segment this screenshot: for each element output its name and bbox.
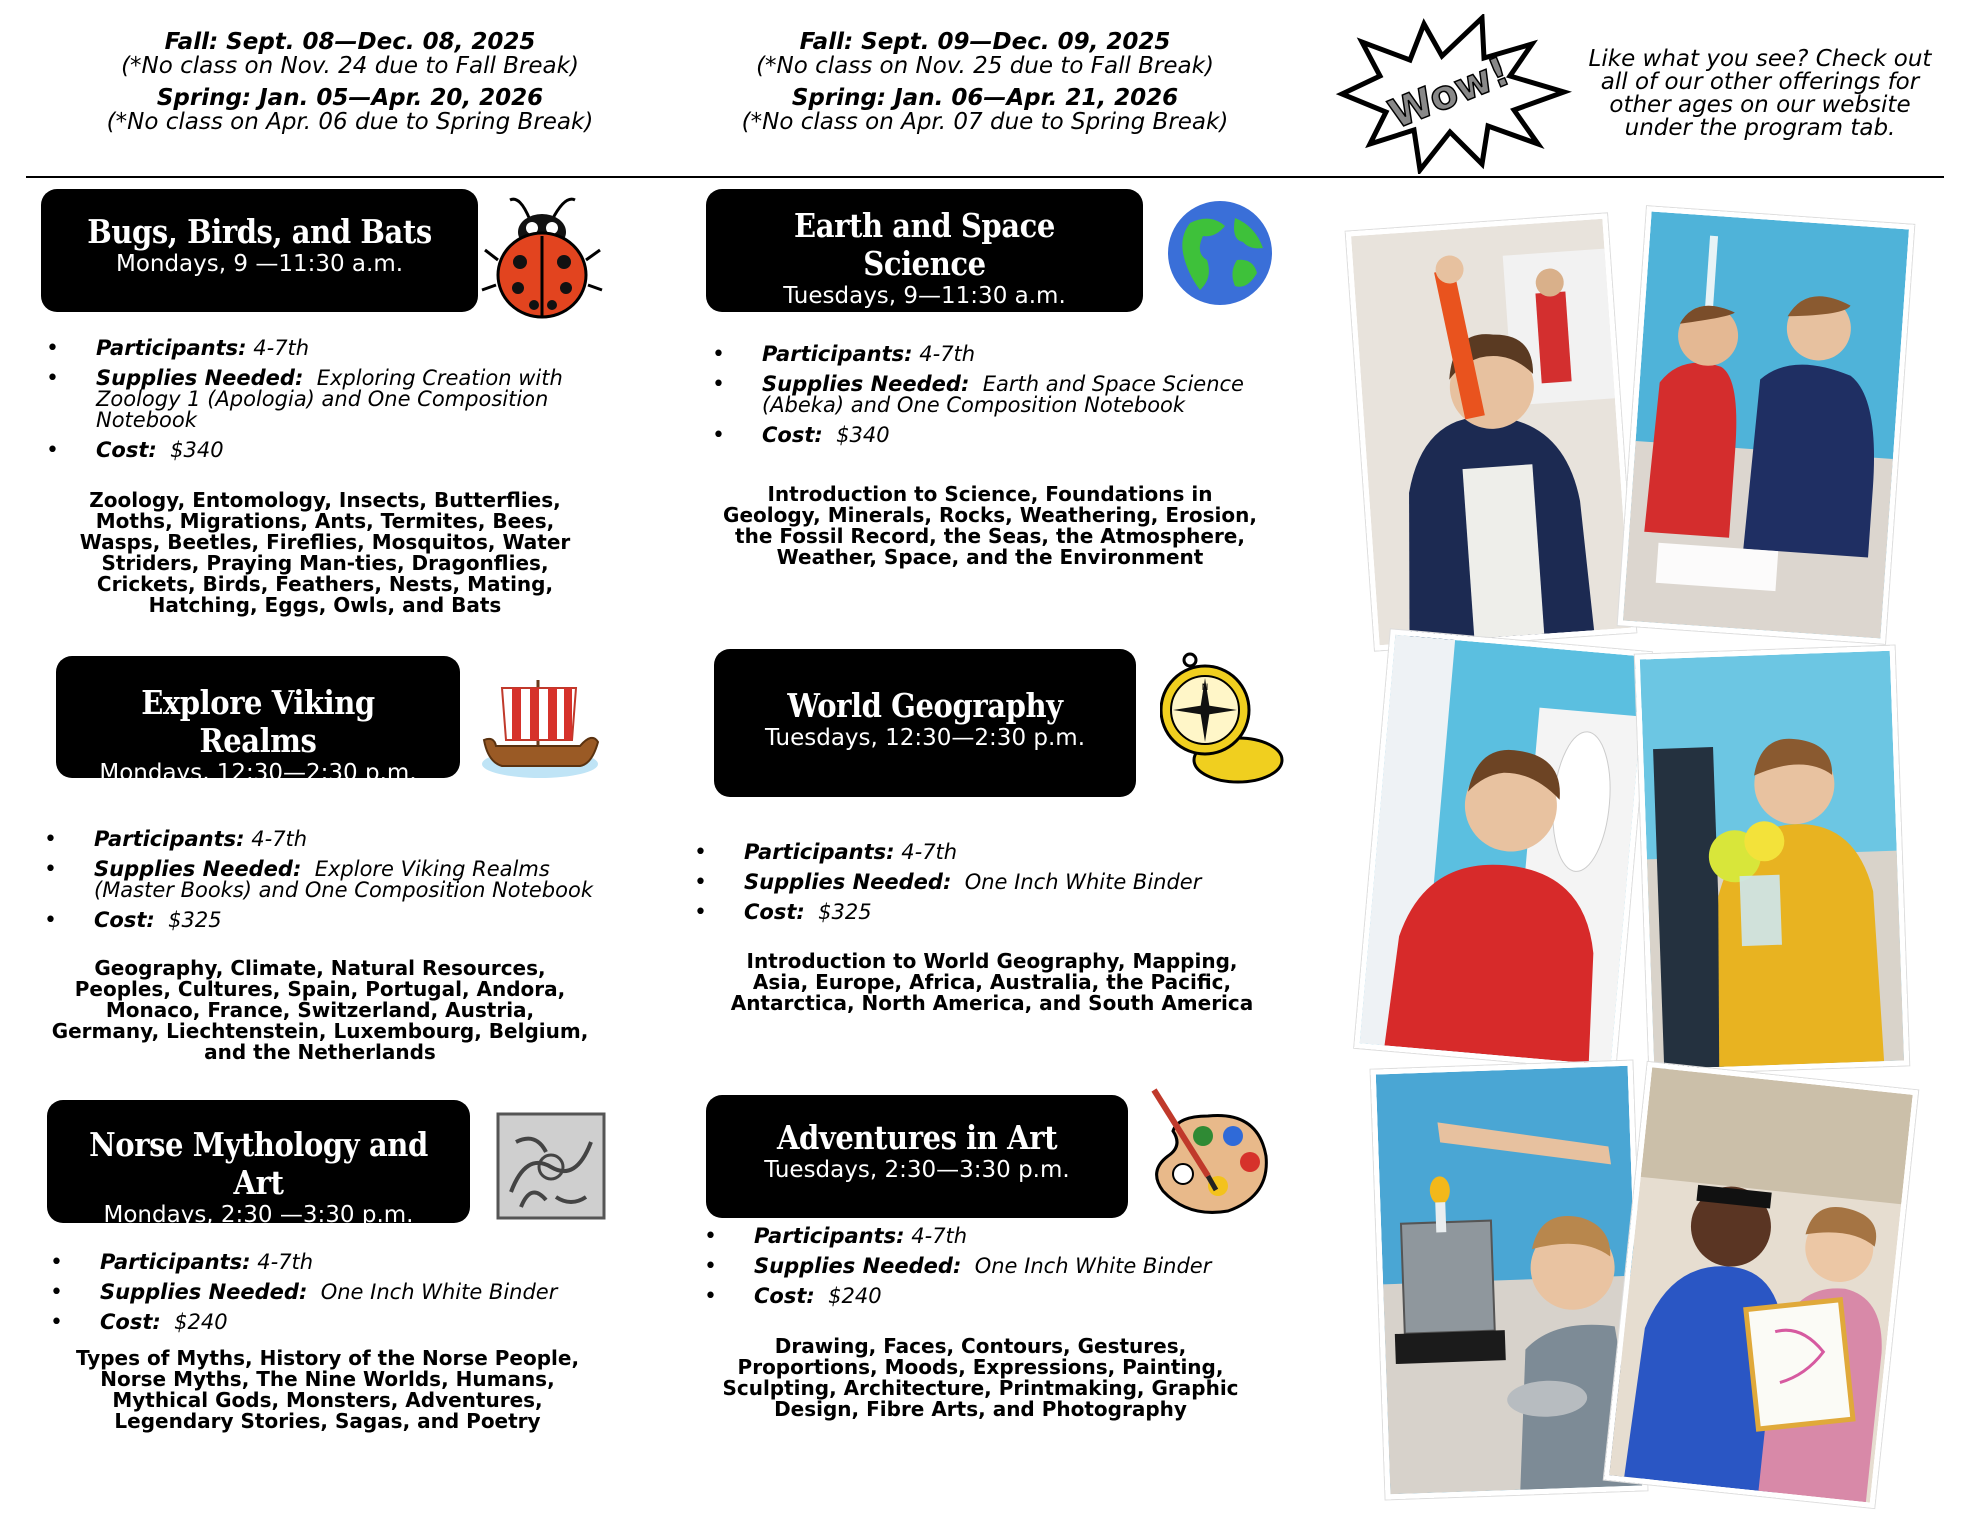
course-topics: Zoology, Entomology, Insects, Butterflies, Moths, Migrations, Ants, Termites, Bees, Wasps, Beetles, Fireflies, Mosquitos, Water Striders, Praying Man-ties, Dragonflies, Crickets, Birds, Feathers, Nests, Mating, Hatching, Eggs, Owls, and Bats — [79, 488, 571, 617]
course-details — [42, 829, 602, 940]
burst-icon — [1332, 14, 1572, 174]
participants-row: • Participants: 4-7th — [692, 842, 1252, 863]
supplies-row: • Supplies Needed: One Inch White Binder — [692, 872, 1252, 893]
cost-row: • Cost: $340 — [44, 440, 584, 461]
promo-text: Like what you see? Check out all of our other offerings for other ages on our website under the program tab. — [1588, 46, 1932, 141]
participants-row: • Participants: 4-7th — [48, 1252, 608, 1273]
supplies-row: • Supplies Needed: One Inch White Binder — [48, 1282, 608, 1303]
spring-dates: Spring: Jan. 06—Apr. 21, 2026 — [791, 85, 1179, 111]
globe-icon — [1165, 198, 1275, 312]
course-time: Tuesdays, 9—11:30 a.m. — [783, 283, 1066, 309]
photo-boy-candle-pot — [1371, 1061, 1648, 1500]
course-topics: Introduction to Science, Foundations in Geology, Minerals, Rocks, Weathering, Erosion, the Fossil Record, the Seas, the Atmosphere, Weather, Space, and the Environment — [723, 482, 1257, 569]
course-details — [710, 344, 1250, 455]
burst-text: Wow! — [1382, 48, 1517, 139]
course-title: World Geography — [787, 686, 1063, 725]
spring-dates: Spring: Jan. 05—Apr. 20, 2026 — [156, 85, 544, 111]
supplies-row: • Supplies Needed: One Inch White Binder — [702, 1256, 1262, 1277]
ladybug-icon — [480, 190, 605, 329]
fall-note: (*No class on Nov. 24 due to Fall Break) — [121, 53, 579, 79]
header-divider — [26, 176, 1944, 178]
course-title-box — [706, 1095, 1128, 1218]
course-title: Norse Mythology and Art — [89, 1125, 428, 1202]
course-details — [48, 1252, 608, 1342]
course-topics: Types of Myths, History of the Norse People, Norse Myths, The Nine Worlds, Humans, Mythical Gods, Monsters, Adventures, Legendary Stories, Sagas, and Poetry — [75, 1346, 580, 1433]
svg-text:N: N — [1201, 683, 1209, 693]
cost-row: • Cost: $325 — [692, 902, 1252, 923]
participants-row: • Participants: 4-7th — [702, 1226, 1262, 1247]
cost-row: • Cost: $340 — [710, 425, 1250, 446]
spring-note: (*No class on Apr. 06 due to Spring Break) — [106, 109, 594, 135]
course-title: Bugs, Birds, and Bats — [87, 212, 432, 251]
participants-row: • Participants: 4-7th — [710, 344, 1250, 365]
tuesday-schedule — [705, 30, 1265, 134]
norse-carving-icon — [496, 1112, 606, 1224]
course-details — [692, 842, 1252, 932]
paint-palette-icon — [1148, 1086, 1273, 1225]
course-time: Tuesdays, 12:30—2:30 p.m. — [764, 725, 1086, 751]
cost-row: • Cost: $240 — [702, 1286, 1262, 1307]
fall-note: (*No class on Nov. 25 due to Fall Break) — [756, 53, 1214, 79]
photo-girls-artwork — [1604, 1062, 1918, 1508]
photo-boy-balloon-bottle — [1635, 646, 1909, 1075]
fall-dates: Fall: Sept. 08—Dec. 08, 2025 — [164, 29, 536, 55]
supplies-row: • Supplies Needed: Explore Viking Realms (Master Books) and One Composition Notebook — [42, 859, 602, 901]
course-title-box — [56, 656, 460, 786]
viking-ship-icon — [480, 674, 605, 788]
photo-boy-paper-plate — [1354, 629, 1652, 1070]
participants-row: • Participants: 4-7th — [44, 338, 584, 359]
course-time: Mondays, 9 —11:30 a.m. — [115, 251, 404, 277]
course-topics: Introduction to World Geography, Mapping, Asia, Europe, Africa, Australia, the Pacific, Antarctica, North America, and South America — [730, 949, 1254, 1015]
course-time: Mondays, 2:30 —3:30 p.m. — [103, 1202, 414, 1228]
participants-row: • Participants: 4-7th — [42, 829, 602, 850]
supplies-row: • Supplies Needed: Earth and Space Science (Abeka) and One Composition Notebook — [710, 374, 1250, 416]
course-time: Mondays, 12:30—2:30 p.m. — [99, 760, 417, 786]
cost-row: • Cost: $325 — [42, 910, 602, 931]
cost-row: • Cost: $240 — [48, 1312, 608, 1333]
course-title-box — [41, 189, 478, 312]
monday-schedule — [70, 30, 630, 134]
compass-icon — [1160, 652, 1285, 796]
course-topics: Drawing, Faces, Contours, Gestures, Proportions, Moods, Expressions, Painting, Sculpting, Architecture, Printmaking, Graphic Design, Fibre Arts, and Photography — [722, 1334, 1239, 1421]
photo-boys-experiment — [1618, 206, 1915, 644]
spring-note: (*No class on Apr. 07 due to Spring Break) — [741, 109, 1229, 135]
photo-boy-holding-rock — [1346, 213, 1637, 650]
course-title: Adventures in Art — [776, 1118, 1058, 1157]
fall-dates: Fall: Sept. 09—Dec. 09, 2025 — [799, 29, 1171, 55]
wow-burst — [1332, 14, 1572, 174]
supplies-row: • Supplies Needed: Exploring Creation with Zoology 1 (Apologia) and One Composition Notebook — [44, 368, 584, 431]
course-title-box — [714, 649, 1136, 797]
course-title: Explore Viking Realms — [141, 683, 375, 760]
course-title-box — [47, 1100, 470, 1228]
course-details — [44, 338, 584, 470]
course-topics: Geography, Climate, Natural Resources, Peoples, Cultures, Spain, Portugal, Andora, Monaco, France, Switzerland, Austria, Germany, Liechtenstein, Luxembourg, Belgium, and the Netherlands — [51, 956, 589, 1064]
course-title-box — [706, 189, 1143, 312]
course-details — [702, 1226, 1262, 1316]
course-time: Tuesdays, 2:30—3:30 p.m. — [764, 1157, 1070, 1183]
course-title: Earth and Space Science — [794, 206, 1055, 283]
